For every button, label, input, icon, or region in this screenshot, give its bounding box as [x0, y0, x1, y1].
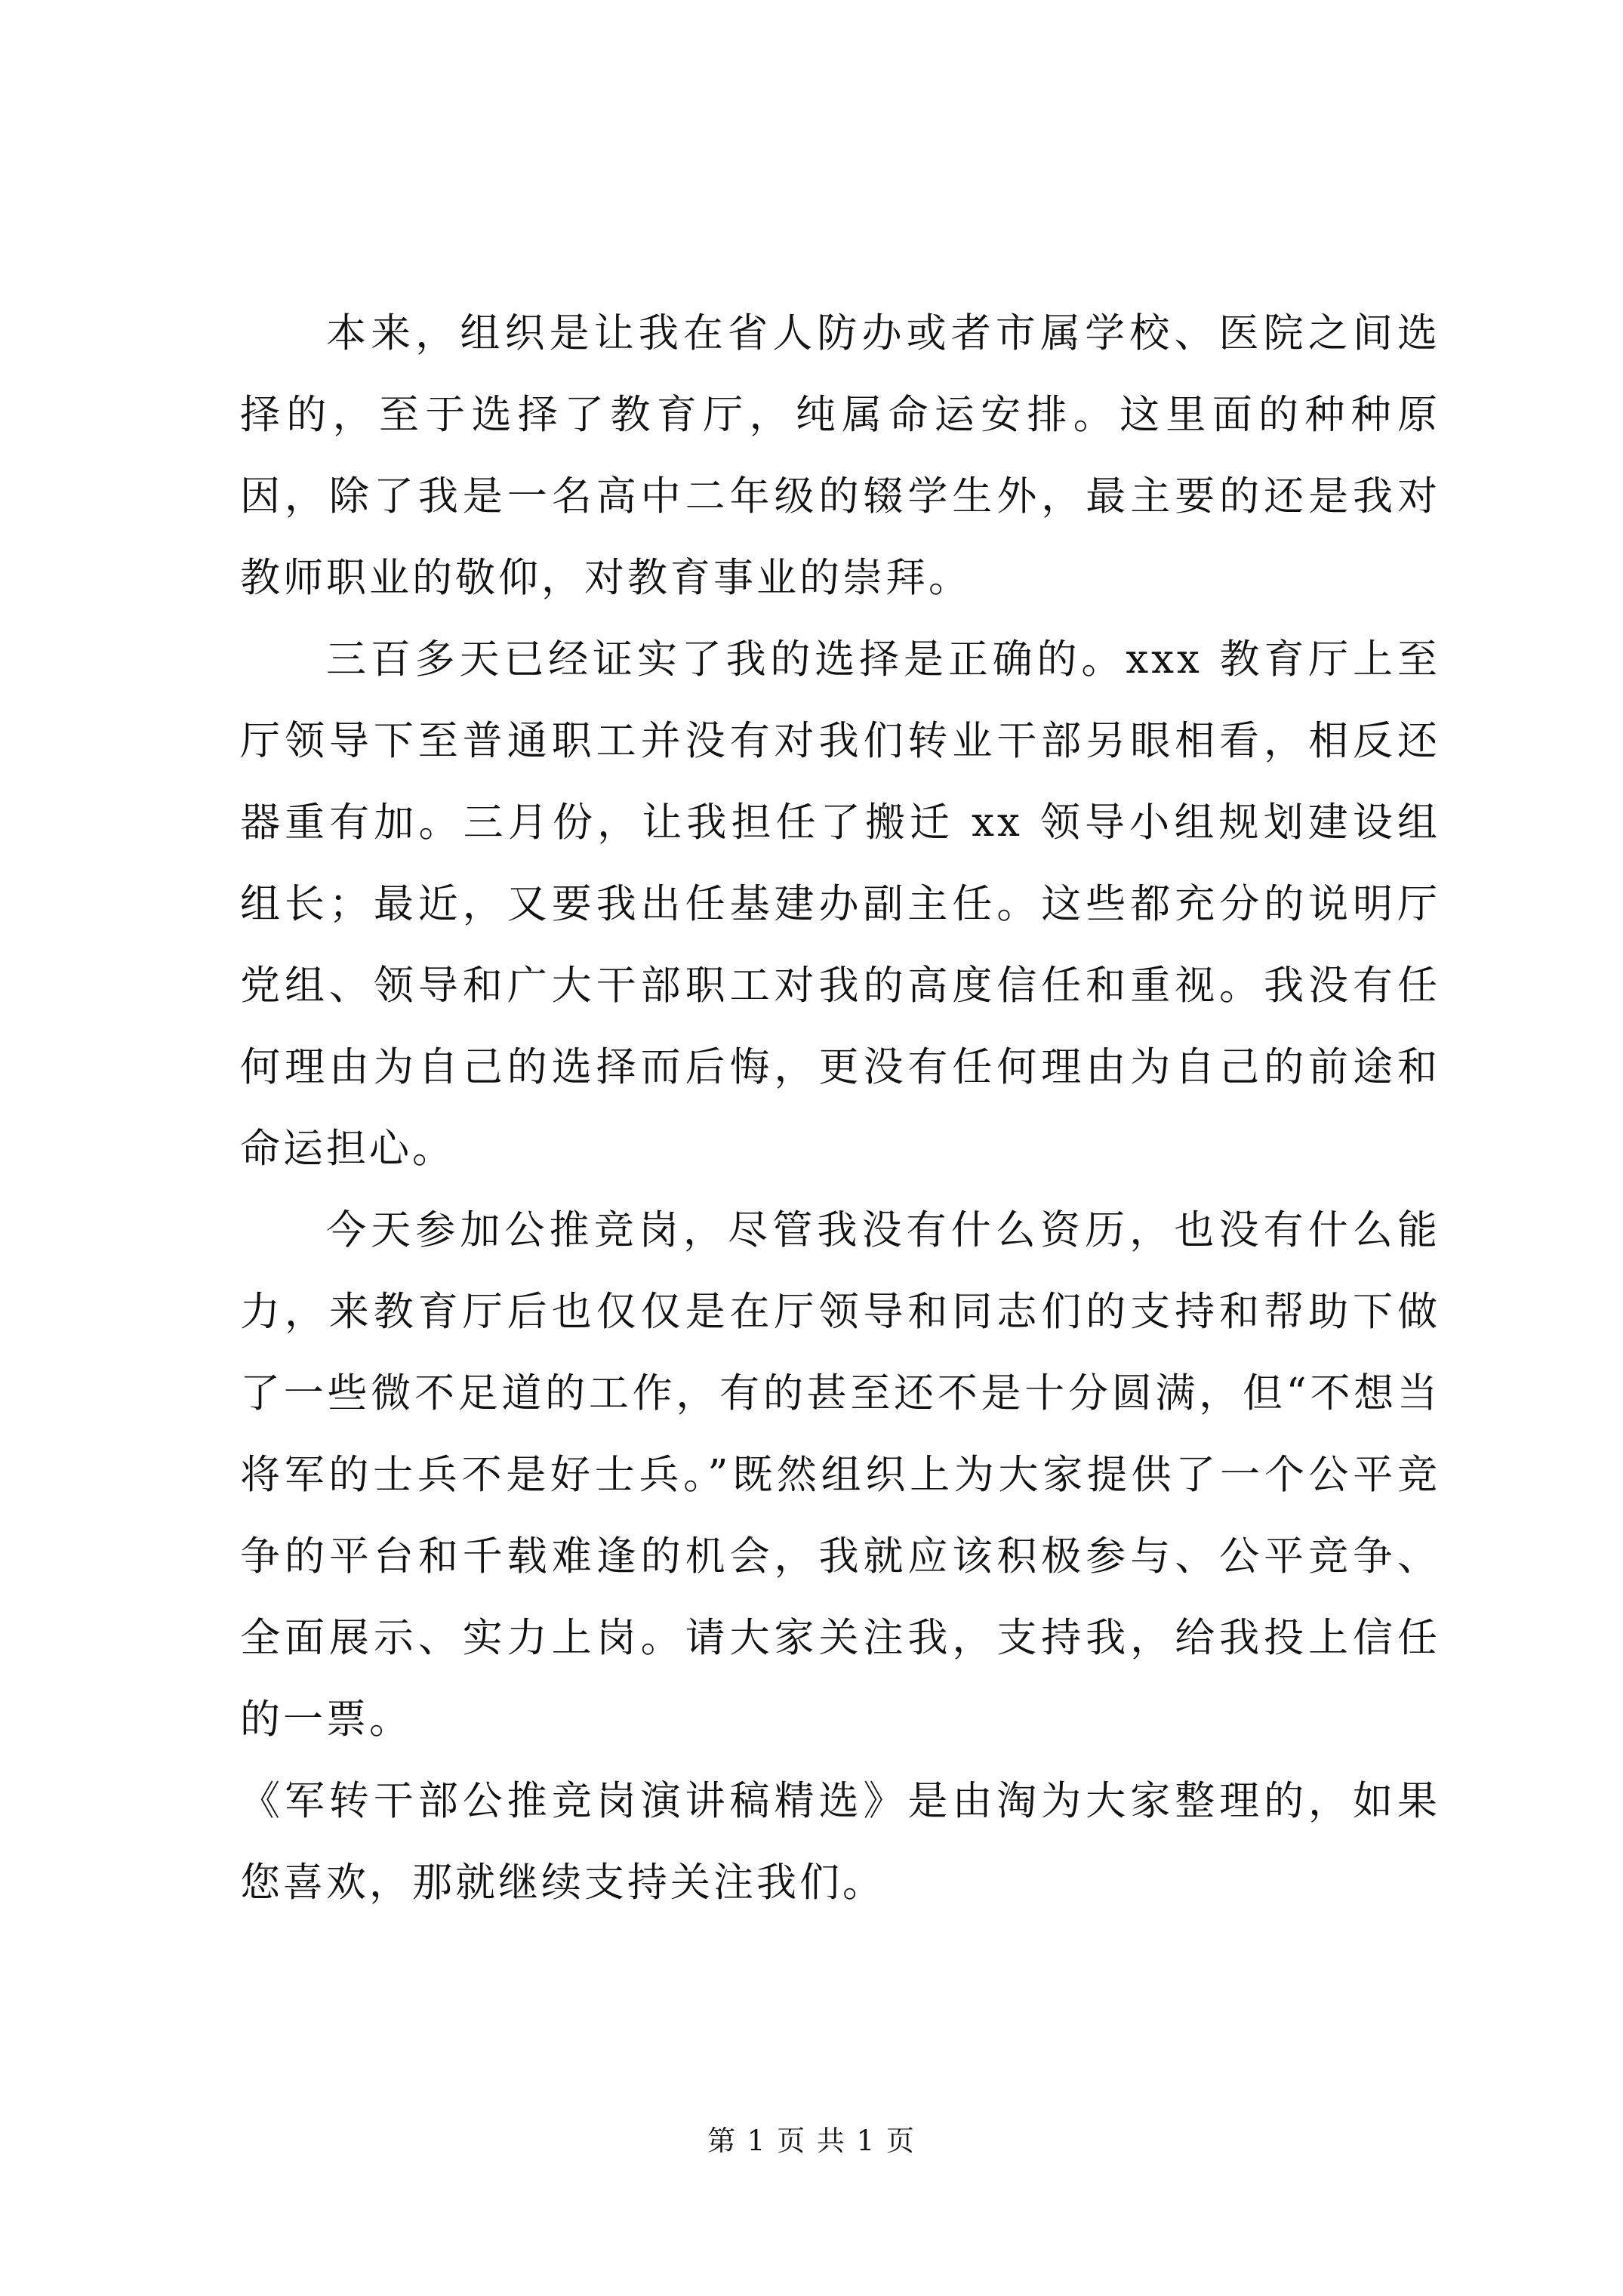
paragraph-4: 《军转干部公推竞岗演讲稿精选》是由淘为大家整理的，如果您喜欢，那就继续支持关注我们。: [240, 1778, 1440, 1906]
paragraph-2: 三百多天已经证实了我的选择是正确的。xxx 教育厅上至厅领导下至普通职工并没有对我们转业干部另眼相看，相反还器重有加。三月份，让我担任了搬迁 xx 领导小组规划建设组组长；最近，又要我出任基建办副主任。这些都充分的说明厅党组、领导和广大干部职工对我的高度信任和重视。我没有任何理由为自己的选择而后悔，更没有任何理由为自己的前途和命运担心。: [240, 636, 1440, 1172]
paragraph-3: 今天参加公推竞岗，尽管我没有什么资历，也没有什么能力，来教育厅后也仅仅是在厅领导和同志们的支持和帮助下做了一些微不足道的工作，有的甚至还不是十分圆满，但“不想当将军的士兵不是好士兵。”既然组织上为大家提供了一个公平竞争的平台和千载难逢的机会，我就应该积极参与、公平竞争、全面展示、实力上岗。请大家关注我，支持我，给我投上信任的一票。: [240, 1207, 1440, 1743]
document-body: [240, 293, 1440, 1924]
page-footer: 第 1 页 共 1 页: [707, 2125, 916, 2157]
paragraph-1: 本来，组织是让我在省人防办或者市属学校、医院之间选择的，至于选择了教育厅，纯属命运安排。这里面的种种原因，除了我是一名高中二年级的辍学生外，最主要的还是我对教师职业的敬仰，对教育事业的崇拜。: [240, 310, 1440, 601]
